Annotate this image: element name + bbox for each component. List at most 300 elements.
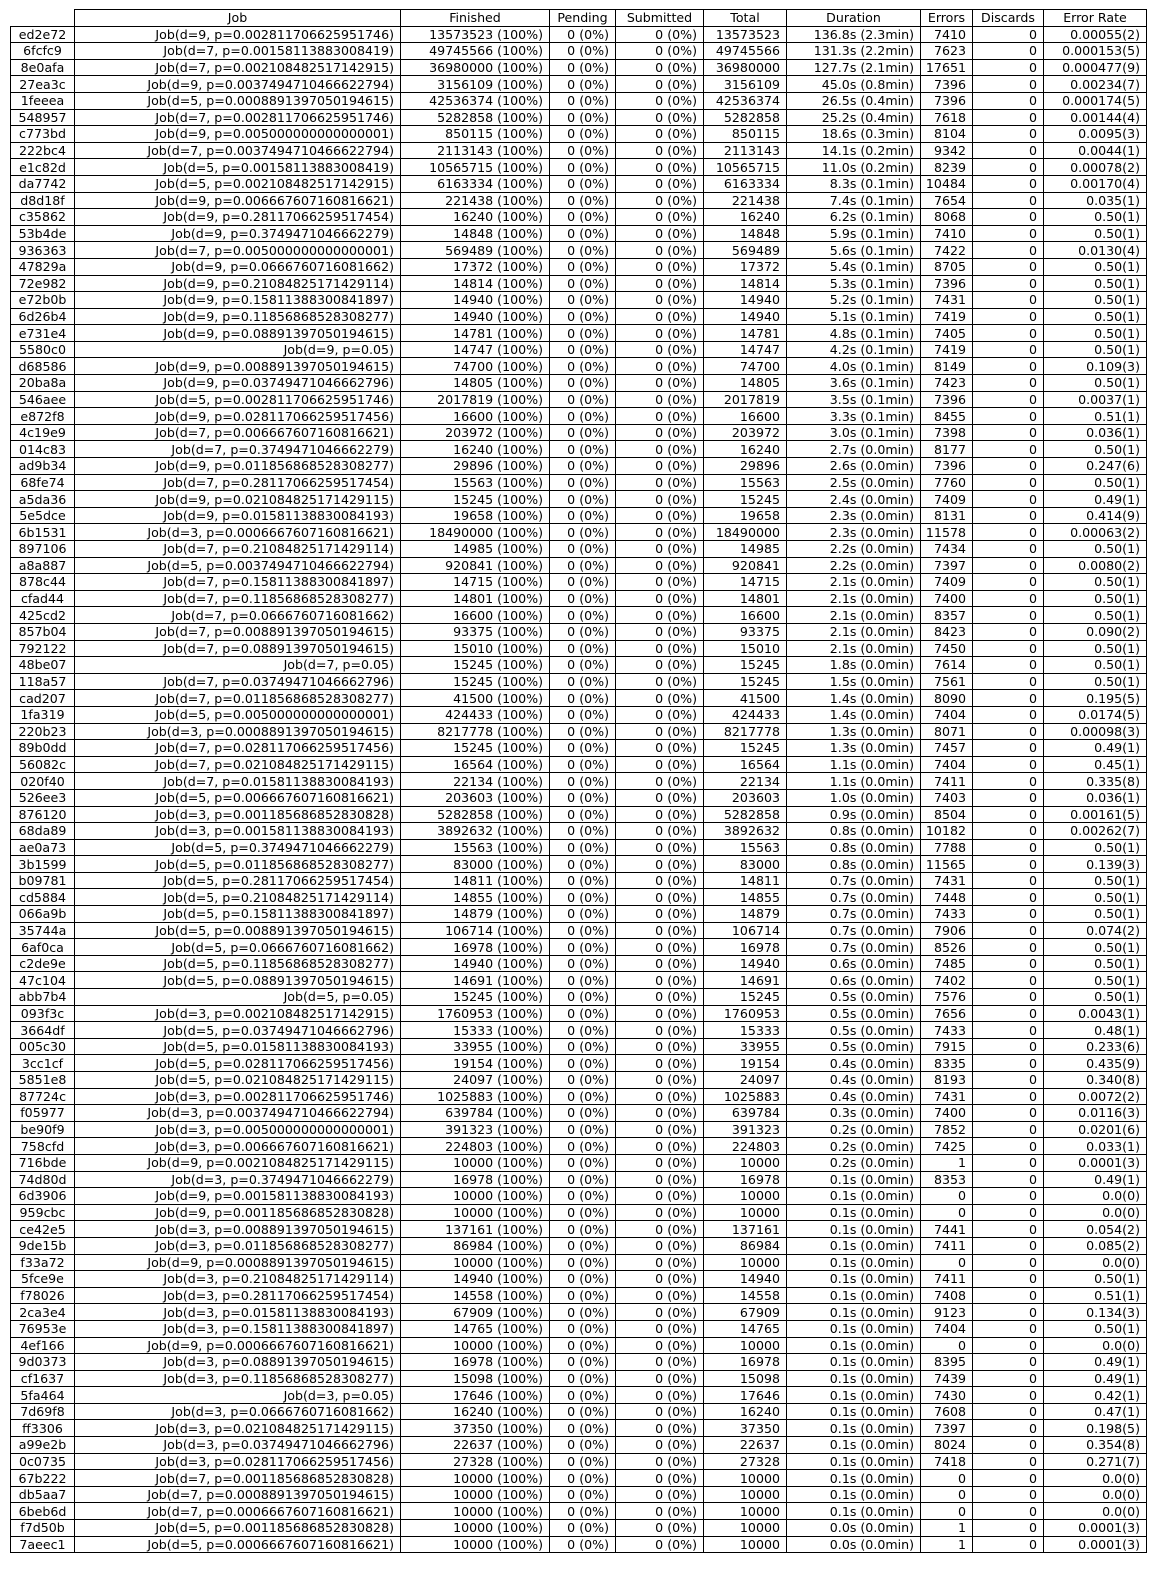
cell-total: 16978 xyxy=(704,1171,787,1188)
cell-finished: 14940 (100%) xyxy=(401,955,550,972)
cell-id: 959cbc xyxy=(11,1204,75,1221)
cell-job: Job(d=3, p=0.01581138830084193) xyxy=(75,1304,401,1321)
cell-job: Job(d=5, p=0.0008891397050194615) xyxy=(75,92,401,109)
cell-duration: 1.3s (0.0min) xyxy=(787,723,921,740)
cell-pending: 0 (0%) xyxy=(550,258,616,275)
cell-error-rate: 0.47(1) xyxy=(1044,1403,1147,1420)
cell-submitted: 0 (0%) xyxy=(616,574,704,591)
cell-pending: 0 (0%) xyxy=(550,723,616,740)
cell-pending: 0 (0%) xyxy=(550,806,616,823)
cell-id: 6d26b4 xyxy=(11,308,75,325)
header-cell-id xyxy=(11,10,75,27)
cell-id: ae0a73 xyxy=(11,839,75,856)
cell-errors: 7608 xyxy=(921,1403,973,1420)
cell-duration: 0.9s (0.0min) xyxy=(787,806,921,823)
cell-duration: 0.7s (0.0min) xyxy=(787,939,921,956)
cell-id: cf1637 xyxy=(11,1370,75,1387)
cell-duration: 0.1s (0.0min) xyxy=(787,1453,921,1470)
header-cell-submitted: Submitted xyxy=(616,10,704,27)
cell-discards: 0 xyxy=(973,142,1044,159)
cell-pending: 0 (0%) xyxy=(550,673,616,690)
cell-error-rate: 0.50(1) xyxy=(1044,441,1147,458)
cell-id: 76953e xyxy=(11,1320,75,1337)
cell-job: Job(d=7, p=0.0006667607160816621) xyxy=(75,1503,401,1520)
cell-total: 224803 xyxy=(704,1138,787,1155)
cell-finished: 14848 (100%) xyxy=(401,225,550,242)
cell-duration: 4.2s (0.1min) xyxy=(787,341,921,358)
cell-job: Job(d=7, p=0.021084825171429115) xyxy=(75,756,401,773)
cell-errors: 7409 xyxy=(921,574,973,591)
cell-finished: 5282858 (100%) xyxy=(401,806,550,823)
cell-submitted: 0 (0%) xyxy=(616,458,704,475)
cell-finished: 14811 (100%) xyxy=(401,872,550,889)
cell-pending: 0 (0%) xyxy=(550,358,616,375)
cell-pending: 0 (0%) xyxy=(550,939,616,956)
cell-error-rate: 0.354(8) xyxy=(1044,1437,1147,1454)
cell-submitted: 0 (0%) xyxy=(616,26,704,43)
cell-finished: 8217778 (100%) xyxy=(401,723,550,740)
cell-submitted: 0 (0%) xyxy=(616,1403,704,1420)
cell-error-rate: 0.0044(1) xyxy=(1044,142,1147,159)
cell-error-rate: 0.0043(1) xyxy=(1044,1005,1147,1022)
cell-job: Job(d=3, p=0.21084825171429114) xyxy=(75,1271,401,1288)
cell-job: Job(d=3, p=0.11856868528308277) xyxy=(75,1370,401,1387)
cell-discards: 0 xyxy=(973,856,1044,873)
cell-total: 6163334 xyxy=(704,175,787,192)
cell-total: 37350 xyxy=(704,1420,787,1437)
cell-discards: 0 xyxy=(973,491,1044,508)
cell-total: 16240 xyxy=(704,1403,787,1420)
cell-error-rate: 0.000153(5) xyxy=(1044,43,1147,60)
cell-submitted: 0 (0%) xyxy=(616,275,704,292)
cell-duration: 45.0s (0.8min) xyxy=(787,76,921,93)
table-row xyxy=(11,92,1147,109)
cell-error-rate: 0.00262(7) xyxy=(1044,823,1147,840)
cell-total: 14801 xyxy=(704,590,787,607)
cell-error-rate: 0.49(1) xyxy=(1044,1370,1147,1387)
table-row xyxy=(11,1088,1147,1105)
cell-job: Job(d=7, p=0.0666760716081662) xyxy=(75,607,401,624)
table-row xyxy=(11,1354,1147,1371)
cell-finished: 74700 (100%) xyxy=(401,358,550,375)
cell-id: 118a57 xyxy=(11,673,75,690)
cell-submitted: 0 (0%) xyxy=(616,906,704,923)
cell-id: ed2e72 xyxy=(11,26,75,43)
cell-id: d8d18f xyxy=(11,192,75,209)
cell-errors: 7431 xyxy=(921,1088,973,1105)
cell-submitted: 0 (0%) xyxy=(616,1221,704,1238)
cell-discards: 0 xyxy=(973,1088,1044,1105)
cell-pending: 0 (0%) xyxy=(550,1237,616,1254)
cell-pending: 0 (0%) xyxy=(550,1320,616,1337)
cell-errors: 7434 xyxy=(921,541,973,558)
table-row xyxy=(11,59,1147,76)
cell-finished: 14747 (100%) xyxy=(401,341,550,358)
table-row xyxy=(11,1154,1147,1171)
cell-job: Job(d=7, p=0.006667607160816621) xyxy=(75,424,401,441)
cell-duration: 1.4s (0.0min) xyxy=(787,706,921,723)
cell-errors: 7396 xyxy=(921,275,973,292)
cell-submitted: 0 (0%) xyxy=(616,872,704,889)
cell-discards: 0 xyxy=(973,26,1044,43)
table-row xyxy=(11,507,1147,524)
cell-total: 93375 xyxy=(704,623,787,640)
cell-error-rate: 0.50(1) xyxy=(1044,1271,1147,1288)
cell-id: 4c19e9 xyxy=(11,424,75,441)
cell-submitted: 0 (0%) xyxy=(616,1204,704,1221)
cell-total: 15245 xyxy=(704,740,787,757)
table-row xyxy=(11,1320,1147,1337)
cell-id: 48be07 xyxy=(11,657,75,674)
cell-id: e731e4 xyxy=(11,325,75,342)
cell-finished: 10000 (100%) xyxy=(401,1520,550,1537)
cell-error-rate: 0.0001(3) xyxy=(1044,1536,1147,1553)
cell-total: 14814 xyxy=(704,275,787,292)
cell-job: Job(d=3, p=0.021084825171429115) xyxy=(75,1420,401,1437)
cell-submitted: 0 (0%) xyxy=(616,1354,704,1371)
cell-pending: 0 (0%) xyxy=(550,657,616,674)
cell-errors: 7411 xyxy=(921,1237,973,1254)
cell-duration: 0.7s (0.0min) xyxy=(787,922,921,939)
cell-errors: 7396 xyxy=(921,458,973,475)
cell-id: 3cc1cf xyxy=(11,1055,75,1072)
cell-job: Job(d=5, p=0.11856868528308277) xyxy=(75,955,401,972)
cell-total: 850115 xyxy=(704,126,787,143)
cell-submitted: 0 (0%) xyxy=(616,43,704,60)
cell-total: 5282858 xyxy=(704,806,787,823)
cell-duration: 0.1s (0.0min) xyxy=(787,1221,921,1238)
cell-errors: 8335 xyxy=(921,1055,973,1072)
cell-pending: 0 (0%) xyxy=(550,225,616,242)
cell-job: Job(d=9, p=0.0666760716081662) xyxy=(75,258,401,275)
table-row xyxy=(11,1287,1147,1304)
cell-submitted: 0 (0%) xyxy=(616,1304,704,1321)
cell-duration: 1.5s (0.0min) xyxy=(787,673,921,690)
cell-submitted: 0 (0%) xyxy=(616,1088,704,1105)
cell-duration: 0.1s (0.0min) xyxy=(787,1204,921,1221)
cell-job: Job(d=5, p=0.28117066259517454) xyxy=(75,872,401,889)
cell-id: 0c0735 xyxy=(11,1453,75,1470)
cell-errors: 8104 xyxy=(921,126,973,143)
cell-total: 83000 xyxy=(704,856,787,873)
cell-total: 15098 xyxy=(704,1370,787,1387)
cell-errors: 7618 xyxy=(921,109,973,126)
cell-submitted: 0 (0%) xyxy=(616,640,704,657)
cell-discards: 0 xyxy=(973,955,1044,972)
cell-total: 86984 xyxy=(704,1237,787,1254)
cell-job: Job(d=5, p=0.08891397050194615) xyxy=(75,972,401,989)
cell-error-rate: 0.50(1) xyxy=(1044,955,1147,972)
cell-job: Job(d=3, p=0.28117066259517454) xyxy=(75,1287,401,1304)
cell-pending: 0 (0%) xyxy=(550,889,616,906)
cell-pending: 0 (0%) xyxy=(550,408,616,425)
cell-finished: 13573523 (100%) xyxy=(401,26,550,43)
cell-duration: 2.1s (0.0min) xyxy=(787,590,921,607)
cell-total: 15563 xyxy=(704,474,787,491)
cell-pending: 0 (0%) xyxy=(550,756,616,773)
cell-pending: 0 (0%) xyxy=(550,1387,616,1404)
cell-pending: 0 (0%) xyxy=(550,1022,616,1039)
cell-id: f33a72 xyxy=(11,1254,75,1271)
cell-id: 526ee3 xyxy=(11,789,75,806)
cell-pending: 0 (0%) xyxy=(550,1271,616,1288)
cell-discards: 0 xyxy=(973,1486,1044,1503)
cell-duration: 5.9s (0.1min) xyxy=(787,225,921,242)
cell-pending: 0 (0%) xyxy=(550,541,616,558)
cell-duration: 1.1s (0.0min) xyxy=(787,756,921,773)
cell-pending: 0 (0%) xyxy=(550,1121,616,1138)
cell-id: 222bc4 xyxy=(11,142,75,159)
cell-total: 10000 xyxy=(704,1536,787,1553)
cell-submitted: 0 (0%) xyxy=(616,1105,704,1122)
cell-discards: 0 xyxy=(973,275,1044,292)
table-row xyxy=(11,159,1147,176)
cell-finished: 2113143 (100%) xyxy=(401,142,550,159)
cell-duration: 0.1s (0.0min) xyxy=(787,1287,921,1304)
cell-total: 569489 xyxy=(704,242,787,259)
table-row xyxy=(11,1403,1147,1420)
cell-duration: 2.1s (0.0min) xyxy=(787,623,921,640)
cell-submitted: 0 (0%) xyxy=(616,1271,704,1288)
cell-id: cad207 xyxy=(11,690,75,707)
cell-job: Job(d=7, p=0.008891397050194615) xyxy=(75,623,401,640)
cell-errors: 7404 xyxy=(921,706,973,723)
cell-id: 9d0373 xyxy=(11,1354,75,1371)
cell-duration: 2.3s (0.0min) xyxy=(787,507,921,524)
cell-error-rate: 0.50(1) xyxy=(1044,939,1147,956)
cell-discards: 0 xyxy=(973,1453,1044,1470)
cell-discards: 0 xyxy=(973,1520,1044,1537)
cell-errors: 7457 xyxy=(921,740,973,757)
table-body xyxy=(11,26,1147,1553)
cell-discards: 0 xyxy=(973,1154,1044,1171)
cell-error-rate: 0.42(1) xyxy=(1044,1387,1147,1404)
cell-job: Job(d=3, p=0.002108482517142915) xyxy=(75,1005,401,1022)
cell-submitted: 0 (0%) xyxy=(616,341,704,358)
cell-error-rate: 0.49(1) xyxy=(1044,1354,1147,1371)
table-row xyxy=(11,806,1147,823)
cell-error-rate: 0.50(1) xyxy=(1044,906,1147,923)
cell-submitted: 0 (0%) xyxy=(616,839,704,856)
cell-error-rate: 0.085(2) xyxy=(1044,1237,1147,1254)
cell-errors: 7408 xyxy=(921,1287,973,1304)
table-row xyxy=(11,1420,1147,1437)
cell-duration: 3.5s (0.1min) xyxy=(787,391,921,408)
cell-discards: 0 xyxy=(973,192,1044,209)
cell-submitted: 0 (0%) xyxy=(616,126,704,143)
cell-errors: 9123 xyxy=(921,1304,973,1321)
cell-error-rate: 0.247(6) xyxy=(1044,458,1147,475)
cell-id: 014c83 xyxy=(11,441,75,458)
cell-pending: 0 (0%) xyxy=(550,507,616,524)
cell-total: 14765 xyxy=(704,1320,787,1337)
cell-pending: 0 (0%) xyxy=(550,76,616,93)
cell-errors: 8353 xyxy=(921,1171,973,1188)
cell-errors: 7404 xyxy=(921,756,973,773)
cell-finished: 15098 (100%) xyxy=(401,1370,550,1387)
cell-finished: 42536374 (100%) xyxy=(401,92,550,109)
cell-total: 391323 xyxy=(704,1121,787,1138)
cell-error-rate: 0.0080(2) xyxy=(1044,557,1147,574)
cell-submitted: 0 (0%) xyxy=(616,76,704,93)
cell-finished: 850115 (100%) xyxy=(401,126,550,143)
cell-finished: 49745566 (100%) xyxy=(401,43,550,60)
cell-duration: 25.2s (0.4min) xyxy=(787,109,921,126)
cell-job: Job(d=5, p=0.03749471046662796) xyxy=(75,1022,401,1039)
cell-id: 74d80d xyxy=(11,1171,75,1188)
cell-total: 10565715 xyxy=(704,159,787,176)
cell-job: Job(d=7, p=0.01581138830084193) xyxy=(75,773,401,790)
cell-discards: 0 xyxy=(973,806,1044,823)
table-row xyxy=(11,740,1147,757)
cell-job: Job(d=9, p=0.0008891397050194615) xyxy=(75,1254,401,1271)
cell-job: Job(d=7, p=0.05) xyxy=(75,657,401,674)
cell-errors: 7419 xyxy=(921,341,973,358)
cell-duration: 5.2s (0.1min) xyxy=(787,292,921,309)
cell-total: 74700 xyxy=(704,358,787,375)
cell-total: 14848 xyxy=(704,225,787,242)
table-row xyxy=(11,424,1147,441)
cell-total: 14811 xyxy=(704,872,787,889)
cell-error-rate: 0.000174(5) xyxy=(1044,92,1147,109)
cell-pending: 0 (0%) xyxy=(550,292,616,309)
cell-error-rate: 0.50(1) xyxy=(1044,375,1147,392)
cell-error-rate: 0.50(1) xyxy=(1044,607,1147,624)
cell-duration: 0.1s (0.0min) xyxy=(787,1237,921,1254)
cell-submitted: 0 (0%) xyxy=(616,1022,704,1039)
cell-error-rate: 0.45(1) xyxy=(1044,756,1147,773)
cell-duration: 11.0s (0.2min) xyxy=(787,159,921,176)
cell-job: Job(d=9, p=0.03749471046662796) xyxy=(75,375,401,392)
cell-errors: 11578 xyxy=(921,524,973,541)
cell-discards: 0 xyxy=(973,823,1044,840)
cell-discards: 0 xyxy=(973,1370,1044,1387)
table-row xyxy=(11,1105,1147,1122)
cell-error-rate: 0.0095(3) xyxy=(1044,126,1147,143)
cell-pending: 0 (0%) xyxy=(550,1088,616,1105)
cell-finished: 3892632 (100%) xyxy=(401,823,550,840)
cell-finished: 41500 (100%) xyxy=(401,690,550,707)
cell-errors: 7403 xyxy=(921,789,973,806)
cell-id: 758cfd xyxy=(11,1138,75,1155)
cell-duration: 0.1s (0.0min) xyxy=(787,1503,921,1520)
cell-job: Job(d=3, p=0.005000000000000001) xyxy=(75,1121,401,1138)
cell-job: Job(d=9, p=0.008891397050194615) xyxy=(75,358,401,375)
cell-total: 15245 xyxy=(704,989,787,1006)
cell-error-rate: 0.0(0) xyxy=(1044,1204,1147,1221)
cell-submitted: 0 (0%) xyxy=(616,1470,704,1487)
cell-total: 221438 xyxy=(704,192,787,209)
cell-total: 14691 xyxy=(704,972,787,989)
cell-duration: 1.8s (0.0min) xyxy=(787,657,921,674)
cell-discards: 0 xyxy=(973,159,1044,176)
cell-discards: 0 xyxy=(973,1304,1044,1321)
cell-id: 5fce9e xyxy=(11,1271,75,1288)
cell-submitted: 0 (0%) xyxy=(616,375,704,392)
cell-discards: 0 xyxy=(973,1354,1044,1371)
cell-error-rate: 0.50(1) xyxy=(1044,258,1147,275)
table-row xyxy=(11,441,1147,458)
cell-finished: 15245 (100%) xyxy=(401,657,550,674)
cell-submitted: 0 (0%) xyxy=(616,491,704,508)
cell-id: c2de9e xyxy=(11,955,75,972)
cell-errors: 7485 xyxy=(921,955,973,972)
table-row xyxy=(11,541,1147,558)
cell-total: 19154 xyxy=(704,1055,787,1072)
table-row xyxy=(11,922,1147,939)
cell-duration: 2.4s (0.0min) xyxy=(787,491,921,508)
cell-pending: 0 (0%) xyxy=(550,92,616,109)
cell-submitted: 0 (0%) xyxy=(616,1503,704,1520)
cell-id: 093f3c xyxy=(11,1005,75,1022)
cell-error-rate: 0.50(1) xyxy=(1044,1320,1147,1337)
cell-pending: 0 (0%) xyxy=(550,175,616,192)
table-row xyxy=(11,1121,1147,1138)
table-row xyxy=(11,275,1147,292)
cell-job: Job(d=9, p=0.0037494710466622794) xyxy=(75,76,401,93)
cell-errors: 7419 xyxy=(921,308,973,325)
header-cell-errors: Errors xyxy=(921,10,973,27)
cell-duration: 14.1s (0.2min) xyxy=(787,142,921,159)
cell-discards: 0 xyxy=(973,1420,1044,1437)
cell-pending: 0 (0%) xyxy=(550,1221,616,1238)
cell-id: 6d3906 xyxy=(11,1188,75,1205)
cell-finished: 10000 (100%) xyxy=(401,1536,550,1553)
cell-job: Job(d=7, p=0.028117066259517456) xyxy=(75,740,401,757)
cell-finished: 137161 (100%) xyxy=(401,1221,550,1238)
cell-id: 8e0afa xyxy=(11,59,75,76)
cell-error-rate: 0.340(8) xyxy=(1044,1072,1147,1089)
cell-discards: 0 xyxy=(973,76,1044,93)
header-cell-error-rate: Error Rate xyxy=(1044,10,1147,27)
cell-id: 20ba8a xyxy=(11,375,75,392)
table-row xyxy=(11,1022,1147,1039)
cell-id: 5580c0 xyxy=(11,341,75,358)
cell-finished: 391323 (100%) xyxy=(401,1121,550,1138)
table-row xyxy=(11,109,1147,126)
cell-pending: 0 (0%) xyxy=(550,1354,616,1371)
cell-job: Job(d=3, p=0.011856868528308277) xyxy=(75,1237,401,1254)
cell-finished: 15245 (100%) xyxy=(401,740,550,757)
cell-duration: 8.3s (0.1min) xyxy=(787,175,921,192)
cell-id: b09781 xyxy=(11,872,75,889)
cell-total: 14940 xyxy=(704,1271,787,1288)
cell-total: 1760953 xyxy=(704,1005,787,1022)
cell-total: 14781 xyxy=(704,325,787,342)
cell-total: 18490000 xyxy=(704,524,787,541)
cell-discards: 0 xyxy=(973,541,1044,558)
cell-id: a8a887 xyxy=(11,557,75,574)
cell-id: abb7b4 xyxy=(11,989,75,1006)
cell-submitted: 0 (0%) xyxy=(616,789,704,806)
cell-errors: 7788 xyxy=(921,839,973,856)
cell-total: 14879 xyxy=(704,906,787,923)
cell-discards: 0 xyxy=(973,1403,1044,1420)
cell-id: ce42e5 xyxy=(11,1221,75,1238)
cell-job: Job(d=3, p=0.3749471046662279) xyxy=(75,1171,401,1188)
cell-error-rate: 0.000477(9) xyxy=(1044,59,1147,76)
cell-finished: 14985 (100%) xyxy=(401,541,550,558)
cell-job: Job(d=5, p=0.0037494710466622794) xyxy=(75,557,401,574)
cell-discards: 0 xyxy=(973,1005,1044,1022)
cell-errors: 8526 xyxy=(921,939,973,956)
cell-submitted: 0 (0%) xyxy=(616,541,704,558)
cell-errors: 7405 xyxy=(921,325,973,342)
cell-duration: 2.2s (0.0min) xyxy=(787,557,921,574)
cell-total: 10000 xyxy=(704,1503,787,1520)
cell-errors: 7623 xyxy=(921,43,973,60)
cell-error-rate: 0.036(1) xyxy=(1044,424,1147,441)
